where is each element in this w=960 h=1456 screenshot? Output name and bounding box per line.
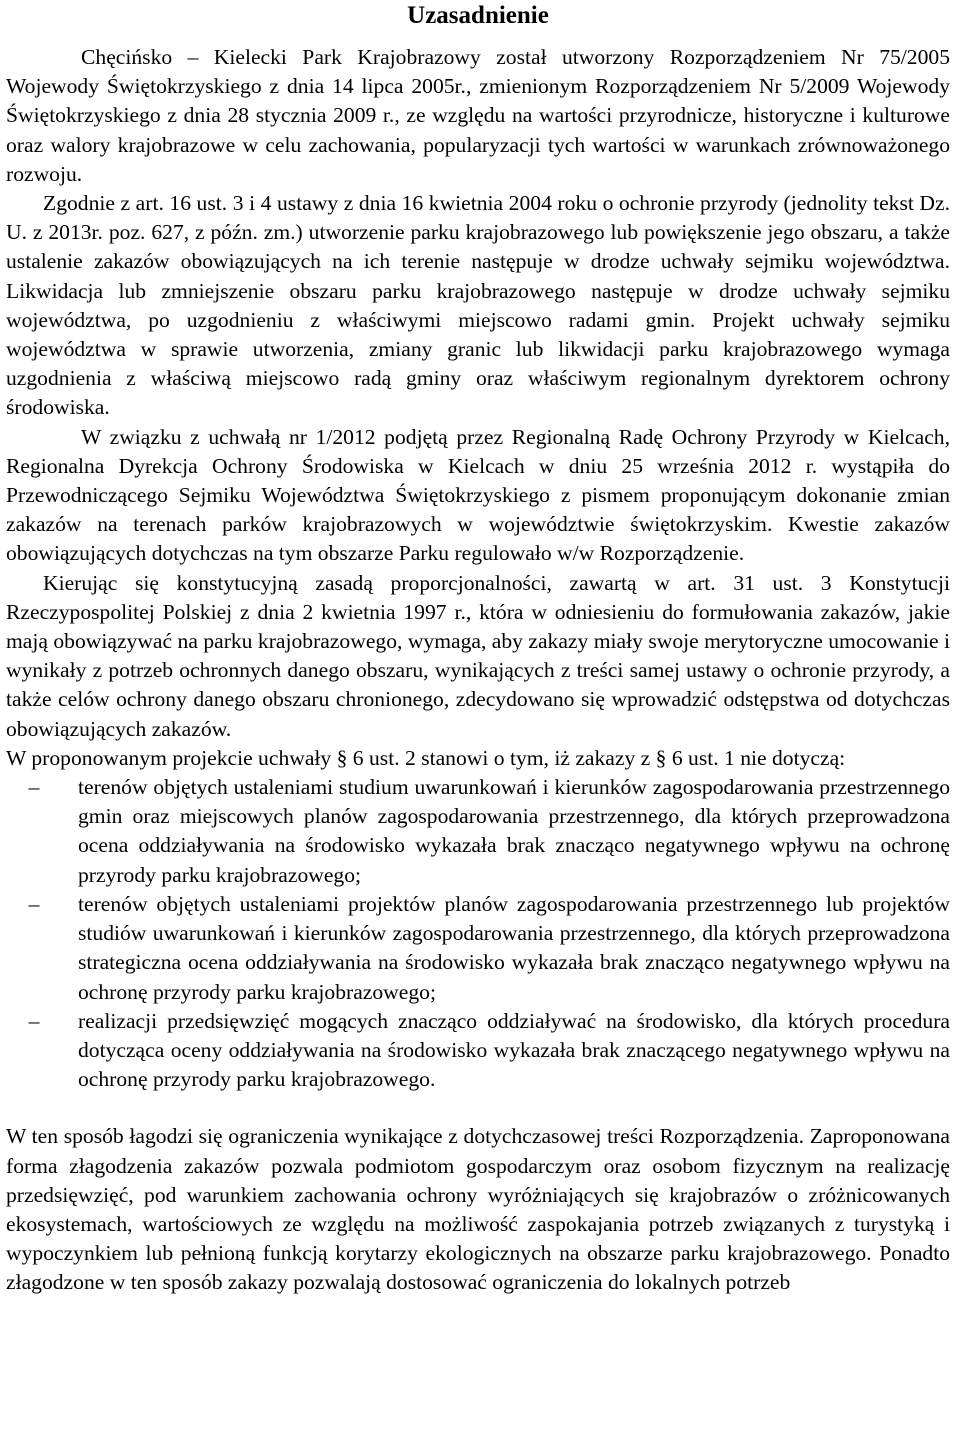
document-title: Uzasadnienie: [407, 2, 549, 29]
list-item-text: terenów objętych ustaleniami studium uwarunkowań i kierunków zagospodarowania przestrzennego gmin oraz miejscowych planów zagospodarowania przestrzennego, dla których przeprowadzona ocena oddziaływania na środowisko wykazała brak znacząco negatywnego wpływu na ochronę przyrody parku krajobrazowego;: [78, 775, 950, 887]
paragraph-legal-basis: Zgodnie z art. 16 ust. 3 i 4 ustawy z dnia 16 kwietnia 2004 roku o ochronie przyrody (jednolity tekst Dz. U. z 2013r. poz. 627, z późn. zm.) utworzenie parku krajobrazowego lub powiększenie jego obszaru, a także ustalenie zakazów obowiązujących na ich terenie następuje w drodze uchwały sejmiku województwa. Likwidacja lub zmniejszenie obszaru parku krajobrazowego następuje w drodze uchwały sejmiku województwa, po uzgodnieniu z właściwymi miejscowo radami gmin. Projekt uchwały sejmiku województwa w sprawie utworzenia, zmiany granic lub likwidacji parku krajobrazowego wymaga uzgodnienia z właściwą miejscowo radą gminy oraz właściwym regionalnym dyrektorem ochrony środowiska.: [6, 191, 950, 420]
paragraph-park-creation: Chęcińsko – Kielecki Park Krajobrazowy został utworzony Rozporządzeniem Nr 75/2005 Wojewody Świętokrzyskiego z dnia 14 lipca 2005r., zmienionym Rozporządzeniem Nr 5/2009 Wojewody Świętokrzyskiego z dnia 28 stycznia 2009 r., ze względu na wartości przyrodnicze, historyczne i kulturowe oraz walory krajobrazowe w celu zachowania, popularyzacji tych wartości w warunkach zrównoważonego rozwoju.: [6, 45, 950, 186]
dash-bullet: –: [28, 1008, 40, 1033]
paragraph-spacer: [6, 1094, 950, 1122]
list-item: [6, 1007, 950, 1095]
list-item-text: terenów objętych ustaleniami projektów planów zagospodarowania przestrzennego lub projektów studiów uwarunkowań i kierunków zagospodarowania przestrzennego, dla których przeprowadzona strategiczna ocena oddziaływania na środowisko wykazała brak znacząco negatywnego wpływu na ochronę przyrody parku krajobrazowego;: [78, 891, 950, 1004]
dash-bullet: –: [28, 891, 40, 916]
paragraph-conclusion: W ten sposób łagodzi się ograniczenia wynikające z dotychczasowej treści Rozporządzenia. Zaproponowana forma złagodzenia zakazów pozwala podmiotom gospodarczym oraz osobom fizycznym na realizację przedsięwzięć, pod warunkiem zachowania ochrony wyróżniających się krajobrazów o zróżnicowanych ekosystemach, wartościowych ze względu na możliwość zaspokajania potrzeb związanych z turystyką i wypoczynkiem lub pełnioną funkcją korytarzy ekologicznych na obszarze parku krajobrazowego. Ponadto złagodzone w ten sposób zakazy pozwalają dostosować ograniczenia do lokalnych potrzeb: [6, 1124, 950, 1295]
dash-bullet: –: [28, 775, 40, 800]
paragraph-exceptions-intro: W proponowanym projekcie uchwały § 6 ust. 2 stanowi o tym, iż zakazy z § 6 ust. 1 nie dotyczą:: [6, 745, 846, 770]
list-item-text: realizacji przedsięwzięć mogących znacząco oddziaływać na środowisko, dla których procedura dotycząca oceny oddziaływania na środowisko wykazała brak znaczącego negatywnego wpływu na ochronę przyrody parku krajobrazowego.: [78, 1008, 950, 1092]
paragraph-proportionality: Kierując się konstytucyjną zasadą proporcjonalności, zawartą w art. 31 ust. 3 Konstytucji Rzeczypospolitej Polskiej z dnia 2 kwietnia 1997 r., która w odniesieniu do formułowania zakazów, jakie mają obowiązywać na parku krajobrazowego, wymaga, aby zakazy miały swoje merytoryczne umocowanie i wynikały z potrzeb ochronnych danego obszaru, wynikających z treści samej ustawy o ochronie przyrody, a także celów ochrony danego obszaru chronionego, zdecydowano się wprowadzić odstępstwa od dotychczas obowiązujących zakazów.: [6, 570, 950, 741]
list-item: [6, 773, 950, 890]
exceptions-list: [6, 773, 950, 1094]
list-item: [6, 890, 950, 1007]
paragraph-rdos-proposal: W związku z uchwałą nr 1/2012 podjętą przez Regionalną Radę Ochrony Przyrody w Kielcach, Regionalna Dyrekcja Ochrony Środowiska w Kielcach w dniu 25 września 2012 r. wystąpiła do Przewodniczącego Sejmiku Województwa Świętokrzyskiego z pismem proponującym dokonanie zmian zakazów na terenach parków krajobrazowych w województwie świętokrzyskim. Kwestie zakazów obowiązujących dotychczas na tym obszarze Parku regulowało w/w Rozporządzenie.: [6, 424, 950, 566]
